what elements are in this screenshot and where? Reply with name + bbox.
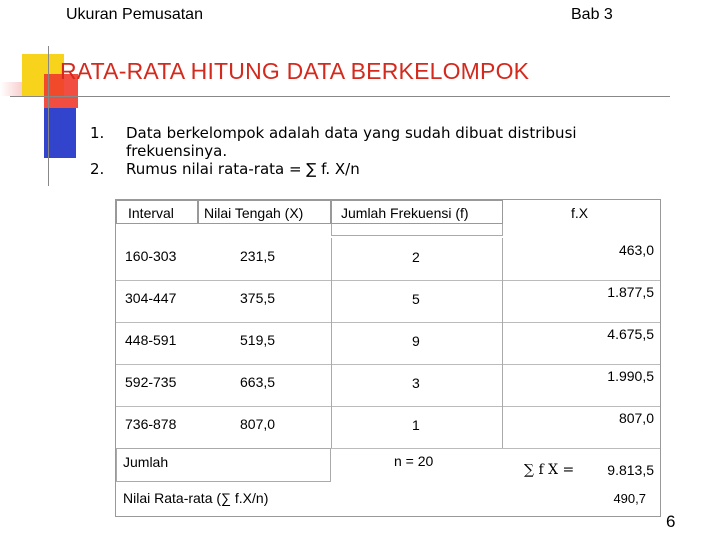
list-text: Data berkelompok adalah data yang sudah dibuat distribusi frekuensinya. <box>126 124 577 160</box>
sum-fx-label: ∑ f X = <box>524 462 575 478</box>
sum-label: Jumlah <box>123 454 169 470</box>
header-underline <box>331 224 503 236</box>
cell-fx: 4.675,5 <box>607 326 654 342</box>
cell-midpoint: 663,5 <box>240 374 276 390</box>
cell-interval: 304-447 <box>125 290 177 306</box>
cell-frequency: 3 <box>412 375 420 391</box>
header-right: Bab 3 <box>571 6 613 23</box>
page-number: 6 <box>666 512 676 531</box>
mean-value: 490,7 <box>613 491 646 506</box>
cell-frequency: 5 <box>412 291 420 307</box>
definition-list <box>90 124 646 178</box>
mean-label: Nilai Rata-rata (∑ f.X/n) <box>123 490 269 506</box>
sum-fx-value: 9.813,5 <box>607 462 654 478</box>
decor-horizontal-line <box>10 96 670 97</box>
cell-frequency: 2 <box>412 249 420 265</box>
cell-interval: 592-735 <box>125 374 177 390</box>
cell-midpoint: 231,5 <box>240 248 276 264</box>
decor-vertical-line <box>48 46 49 186</box>
cell-interval: 736-878 <box>125 416 177 432</box>
cell-midpoint: 519,5 <box>240 332 276 348</box>
cell-fx: 807,0 <box>618 410 654 426</box>
list-item <box>90 124 646 160</box>
cell-fx: 1.990,5 <box>607 368 654 384</box>
list-item <box>90 160 646 178</box>
cell-fx: 463,0 <box>618 242 654 258</box>
header-left: Ukuran Pemusatan <box>66 6 203 23</box>
header-interval: Interval <box>116 200 198 224</box>
list-text: Rumus nilai rata-rata = ∑ f. X/n <box>126 160 360 178</box>
cell-interval: 448-591 <box>125 332 177 348</box>
header-frequency: Jumlah Frekuensi (f) <box>331 200 503 224</box>
cell-frequency: 9 <box>412 333 420 349</box>
slide-title: RATA-RATA HITUNG DATA BERKELOMPOK <box>60 58 530 84</box>
cell-midpoint: 375,5 <box>240 290 276 306</box>
cell-fx: 1.877,5 <box>607 284 654 300</box>
header-midpoint: Nilai Tengah (X) <box>198 200 331 224</box>
cell-midpoint: 807,0 <box>240 416 276 432</box>
list-number: 2. <box>90 160 105 178</box>
cell-frequency: 1 <box>412 417 420 433</box>
sum-n: n = 20 <box>394 453 434 469</box>
header-fx: f.X <box>571 205 589 221</box>
frequency-table <box>115 199 661 517</box>
cell-interval: 160-303 <box>125 248 177 264</box>
list-number: 1. <box>90 124 105 142</box>
